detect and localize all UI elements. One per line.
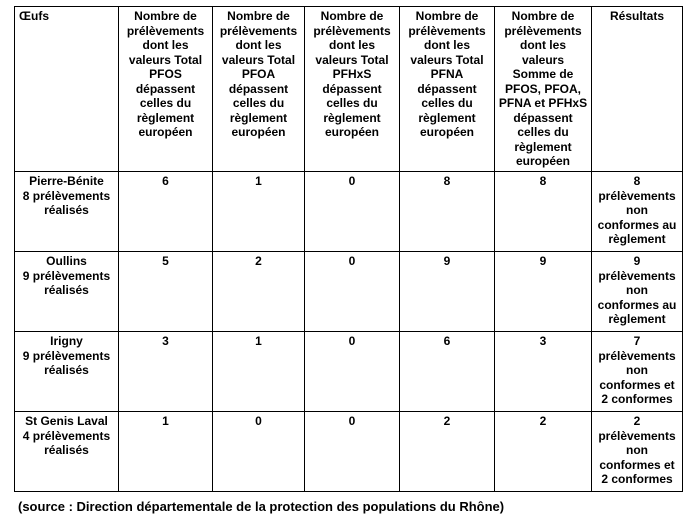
header-pfoa: Nombre de prélèvements dont les valeurs Total PFOA dépassent celles du règlement européen	[213, 7, 305, 172]
table-row	[15, 172, 683, 252]
header-results: Résultats	[592, 7, 683, 172]
sum-cell: 8	[495, 172, 592, 252]
sum-cell: 2	[495, 412, 592, 492]
header-sum: Nombre de prélèvements dont les valeurs Somme de PFOS, PFOA, PFNA et PFHxS dépassent celles du règlement européen	[495, 7, 592, 172]
source-note: (source : Direction départementale de la protection des populations du Rhône)	[18, 499, 505, 514]
site-cell: Pierre-Bénite 8 prélèvements réalisés	[15, 172, 119, 252]
site-cell: St Genis Laval 4 prélèvements réalisés	[15, 412, 119, 492]
pfna-cell: 2	[400, 412, 495, 492]
pfhxs-cell: 0	[305, 252, 400, 332]
sum-cell: 9	[495, 252, 592, 332]
table-row	[15, 252, 683, 332]
pfna-cell: 6	[400, 332, 495, 412]
pfoa-cell: 0	[213, 412, 305, 492]
pfna-cell: 8	[400, 172, 495, 252]
result-cell: 9 prélèvements non conformes au règlement	[592, 252, 683, 332]
header-pfhxs: Nombre de prélèvements dont les valeurs Total PFHxS dépassent celles du règlement européen	[305, 7, 400, 172]
table-row	[15, 332, 683, 412]
site-cell: Irigny 9 prélèvements réalisés	[15, 332, 119, 412]
site-cell: Oullins 9 prélèvements réalisés	[15, 252, 119, 332]
pfhxs-cell: 0	[305, 332, 400, 412]
egg-results-table	[14, 6, 683, 492]
pfhxs-cell: 0	[305, 412, 400, 492]
header-pfna: Nombre de prélèvements dont les valeurs Total PFNA dépassent celles du règlement européen	[400, 7, 495, 172]
header-pfos: Nombre de prélèvements dont les valeurs Total PFOS dépassent celles du règlement européen	[119, 7, 213, 172]
pfoa-cell: 2	[213, 252, 305, 332]
table-row	[15, 412, 683, 492]
result-cell: 2 prélèvements non conformes et 2 conformes	[592, 412, 683, 492]
pfos-cell: 6	[119, 172, 213, 252]
pfoa-cell: 1	[213, 172, 305, 252]
result-cell: 8 prélèvements non conformes au règlement	[592, 172, 683, 252]
header-eggs: Œufs	[15, 7, 119, 172]
table-header-row	[15, 7, 683, 172]
pfoa-cell: 1	[213, 332, 305, 412]
pfna-cell: 9	[400, 252, 495, 332]
pfos-cell: 5	[119, 252, 213, 332]
pfos-cell: 1	[119, 412, 213, 492]
pfhxs-cell: 0	[305, 172, 400, 252]
pfos-cell: 3	[119, 332, 213, 412]
result-cell: 7 prélèvements non conformes et 2 conformes	[592, 332, 683, 412]
sum-cell: 3	[495, 332, 592, 412]
